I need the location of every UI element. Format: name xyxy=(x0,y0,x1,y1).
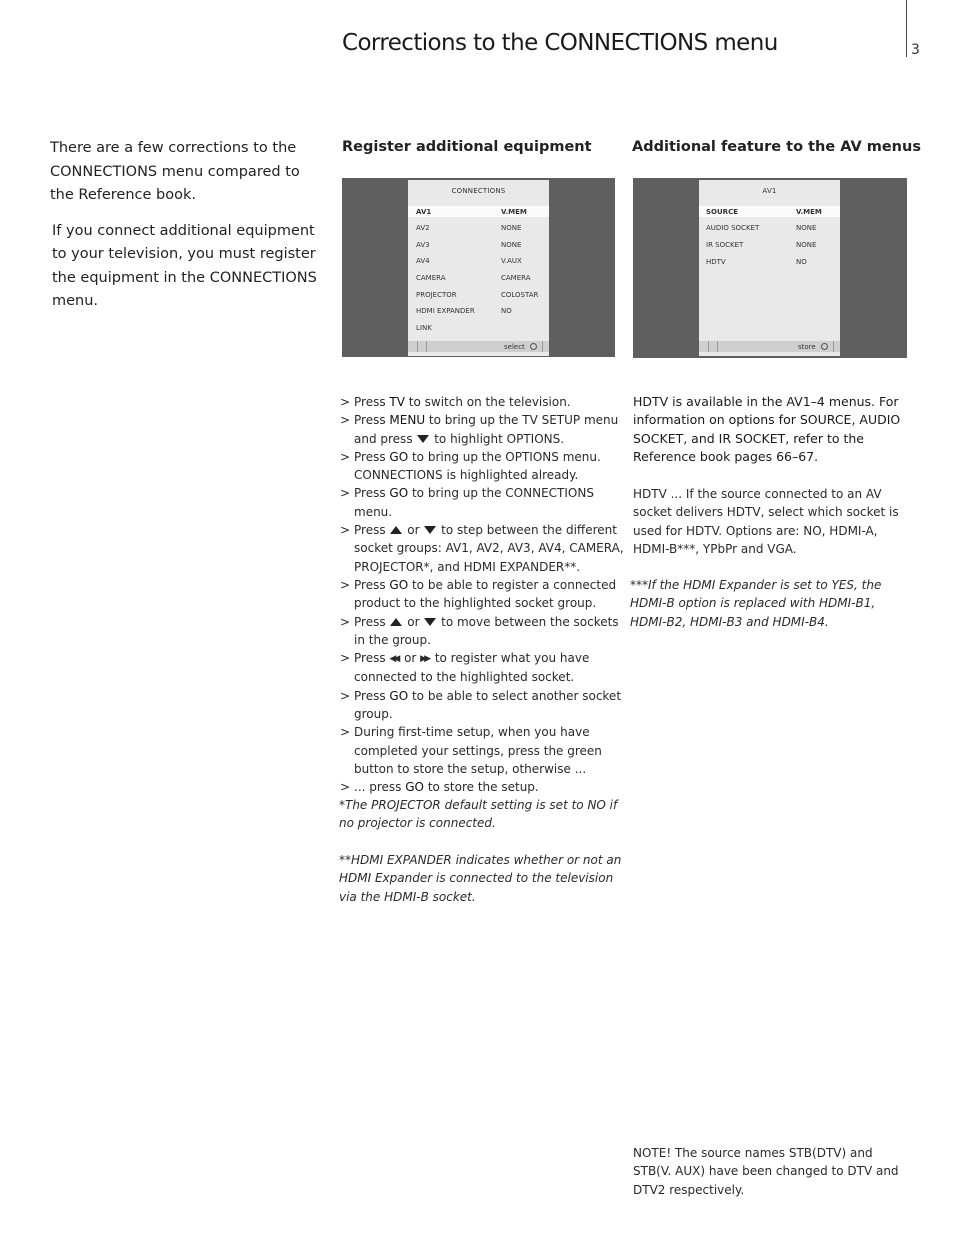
page-number: 3 xyxy=(911,42,920,58)
arrow-down-icon xyxy=(424,618,436,626)
hdmi-b-footnote: ***If the HDMI Expander is set to YES, the HDMI-B option is replaced with HDMI-B1, HDMI-B2, HDMI-B3 and HDMI-B4. xyxy=(630,578,882,629)
menu-bar-divider xyxy=(833,341,834,352)
menu-row-av2 xyxy=(408,222,549,233)
menu-row-value: NO xyxy=(796,258,807,266)
step-bullet: > xyxy=(340,449,351,464)
menu-status-bar xyxy=(699,341,840,352)
step-1 xyxy=(340,393,625,411)
remote-button-icon xyxy=(821,343,828,350)
step-4 xyxy=(340,484,625,521)
menu-title: CONNECTIONS xyxy=(451,187,506,195)
step-11 xyxy=(340,778,625,796)
step-text: Press xyxy=(354,651,390,666)
step-3 xyxy=(340,448,625,485)
rewind-icon: ◀◀ xyxy=(389,654,398,665)
step-text: to store the setup. xyxy=(424,780,539,795)
page-title: Corrections to the CONNECTIONS menu xyxy=(342,30,778,56)
menu-action-label: select xyxy=(504,343,525,351)
menu-row-hdmi-expander xyxy=(408,305,549,316)
step-text: ... press xyxy=(354,780,406,795)
arrow-up-icon xyxy=(390,526,402,534)
step-7 xyxy=(340,613,625,650)
menu-row-value: NONE xyxy=(501,241,522,249)
menu-action-label: store xyxy=(798,343,816,351)
av-menus-heading: Additional feature to the AV menus xyxy=(632,139,921,155)
fast-forward-icon: ▶▶ xyxy=(420,654,428,665)
remote-button-icon xyxy=(530,343,537,350)
menu-row-source xyxy=(699,206,840,217)
key-name: TV xyxy=(389,395,405,409)
step-text: to bring up the OPTIONS menu. CONNECTIONS is highlighted already. xyxy=(354,449,601,483)
connections-menu-screenshot xyxy=(342,178,615,357)
step-9 xyxy=(340,687,625,724)
menu-row-label: PROJECTOR xyxy=(416,291,457,299)
step-text: Press xyxy=(354,614,390,629)
menu-row-camera xyxy=(408,272,549,283)
hdmi-expander-footnote: **HDMI EXPANDER indicates whether or not an HDMI Expander is connected to the television via the HDMI-B socket. xyxy=(339,853,622,904)
menu-row-av3 xyxy=(408,239,549,250)
step-text: or xyxy=(403,523,424,538)
menu-row-av1 xyxy=(408,206,549,217)
menu-row-label: IR SOCKET xyxy=(706,241,744,249)
menu-row-label: SOURCE xyxy=(706,208,738,216)
intro-paragraph-2: If you connect additional equipment to your television, you must register the equipment in the CONNECTIONS menu. xyxy=(52,222,317,309)
menu-status-bar xyxy=(408,341,549,352)
menu-bar-divider xyxy=(542,341,543,352)
step-2 xyxy=(340,411,625,448)
step-8 xyxy=(340,649,625,687)
step-text: Press xyxy=(354,577,390,592)
key-name: GO xyxy=(389,449,409,464)
step-bullet: > xyxy=(340,651,351,666)
menu-row-label: LINK xyxy=(416,324,432,332)
av1-menu xyxy=(699,180,840,356)
menu-row-value: NONE xyxy=(796,241,817,249)
menu-row-value: V.MEM xyxy=(796,208,822,216)
intro-paragraph-1: There are a few corrections to the CONNECTIONS menu compared to the Reference book. xyxy=(50,140,300,203)
projector-footnote: *The PROJECTOR default setting is set to NO if no projector is connected. xyxy=(339,798,618,831)
step-text: or xyxy=(403,614,424,629)
step-text: to step between the different socket groups: AV1, AV2, AV3, AV4, CAMERA, PROJECTOR*, and HDMI EXPANDER**. xyxy=(354,523,624,574)
page-number-rule xyxy=(906,0,907,57)
intro-text xyxy=(50,137,320,326)
step-bullet: > xyxy=(340,614,351,629)
menu-row-label: AV3 xyxy=(416,241,430,249)
menu-row-value: NONE xyxy=(501,224,522,232)
key-name: GO xyxy=(405,780,424,795)
step-bullet: > xyxy=(340,395,351,409)
step-text: to bring up the TV SETUP menu and press xyxy=(354,413,619,446)
step-text: Press xyxy=(354,449,390,464)
menu-bar-divider xyxy=(717,341,718,352)
key-name: GO xyxy=(389,577,409,592)
hdtv-description-text: HDTV ... If the source connected to an AV socket delivers HDTV, select which socket is used for HDTV. Options are: NO, HDMI-A, HDMI-B***, YPbPr and VGA. xyxy=(633,487,899,556)
instruction-steps xyxy=(340,393,625,797)
menu-row-label: HDTV xyxy=(706,258,726,266)
menu-bar-divider xyxy=(708,341,709,352)
step-text: Press xyxy=(354,486,390,501)
menu-row-ir-socket xyxy=(699,239,840,250)
hdtv-availability-text: HDTV is available in the AV1–4 menus. For information on options for SOURCE, AUDIO SOCKET, and IR SOCKET, refer to the Reference book pages 66–67. xyxy=(633,394,901,464)
menu-row-value: V.MEM xyxy=(501,208,527,216)
key-name: GO xyxy=(389,486,409,501)
step-text: to register what you have connected to the highlighted socket. xyxy=(354,651,590,685)
menu-row-label: AV1 xyxy=(416,208,432,216)
step-bullet: > xyxy=(340,523,351,538)
step-5 xyxy=(340,521,625,576)
step-bullet: > xyxy=(340,577,351,592)
menu-row-label: AV2 xyxy=(416,224,430,232)
step-text: to switch on the television. xyxy=(404,395,571,409)
menu-row-link xyxy=(408,322,549,333)
step-text: to highlight OPTIONS. xyxy=(430,431,565,446)
menu-row-hdtv xyxy=(699,256,840,267)
step-text: Press xyxy=(354,413,390,428)
step-text: Press xyxy=(354,688,390,703)
step-text: to be able to select another socket group. xyxy=(354,688,622,722)
step-text: During first-time setup, when you have completed your settings, press the green button to store the setup, otherwise ... xyxy=(354,725,602,776)
menu-row-projector xyxy=(408,289,549,300)
step-bullet: > xyxy=(340,413,351,428)
source-names-note: NOTE! The source names STB(DTV) and STB(V. AUX) have been changed to DTV and DTV2 respectively. xyxy=(633,1146,899,1197)
arrow-down-icon xyxy=(417,435,429,443)
step-text: to bring up the CONNECTIONS menu. xyxy=(354,486,594,519)
menu-row-value: COLOSTAR xyxy=(501,291,539,299)
menu-row-value: NONE xyxy=(796,224,817,232)
step-text: Press xyxy=(354,523,390,538)
register-equipment-heading: Register additional equipment xyxy=(342,139,592,155)
arrow-up-icon xyxy=(390,618,402,626)
step-bullet: > xyxy=(340,725,351,740)
av1-menu-screenshot xyxy=(633,178,907,358)
menu-row-value: CAMERA xyxy=(501,274,531,282)
menu-bar-divider xyxy=(426,341,427,352)
step-bullet: > xyxy=(340,688,351,703)
step-text: or xyxy=(400,651,421,666)
step-bullet: > xyxy=(340,486,351,501)
step-text: Press xyxy=(354,395,390,409)
step-6 xyxy=(340,576,625,613)
menu-row-value: V.AUX xyxy=(501,257,522,265)
arrow-down-icon xyxy=(424,526,436,534)
menu-row-label: AUDIO SOCKET xyxy=(706,224,760,232)
menu-row-audio-socket xyxy=(699,222,840,233)
menu-bar-divider xyxy=(417,341,418,352)
menu-row-av4 xyxy=(408,255,549,266)
step-text: to be able to register a connected product to the highlighted socket group. xyxy=(354,577,617,611)
key-name: GO xyxy=(389,688,409,703)
key-name: MENU xyxy=(389,413,426,428)
step-text: to move between the sockets in the group. xyxy=(354,614,619,647)
step-bullet: > xyxy=(340,780,351,795)
menu-row-label: HDMI EXPANDER xyxy=(416,307,475,315)
step-10 xyxy=(340,723,625,778)
menu-row-value: NO xyxy=(501,307,512,315)
menu-row-label: AV4 xyxy=(416,257,430,265)
menu-row-label: CAMERA xyxy=(416,274,446,282)
connections-menu xyxy=(408,180,549,356)
menu-title: AV1 xyxy=(762,187,777,195)
